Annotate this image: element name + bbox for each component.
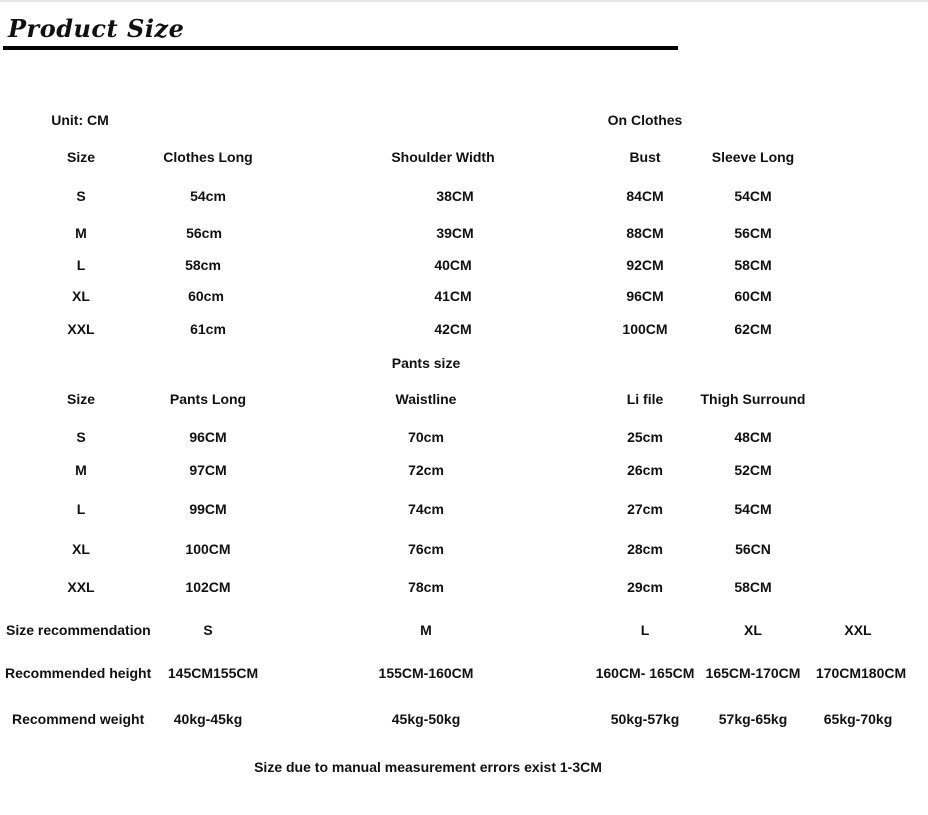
clothes-cell-shoulder-width: 38CM <box>436 188 474 204</box>
clothes-cell-size: M <box>75 225 87 241</box>
pants-cell-li-file: 29cm <box>627 579 663 595</box>
pants-header-size: Size <box>66 391 96 407</box>
pants-cell-thigh-surround: 52CM <box>734 462 772 478</box>
pants-cell-li-file: 25cm <box>627 429 663 445</box>
clothes-cell-clothes-long: 61cm <box>190 321 226 337</box>
clothes-cell-shoulder-width: 40CM <box>434 257 472 273</box>
clothes-cell-size: XXL <box>67 321 95 337</box>
pants-cell-pants-long: 99CM <box>189 501 227 517</box>
recommend-weight: 40kg-45kg <box>173 711 243 727</box>
clothes-cell-size: S <box>76 188 86 204</box>
clothes-cell-sleeve-long: 58CM <box>734 257 772 273</box>
recommend-weight-label: Recommend weight <box>12 711 145 727</box>
clothes-cell-size: XL <box>72 288 90 304</box>
clothes-cell-bust: 88CM <box>626 225 664 241</box>
recommended-size: L <box>640 622 650 638</box>
recommended-height: 170CM180CM <box>815 665 907 681</box>
pants-cell-li-file: 28cm <box>627 541 663 557</box>
size-recommendation-label: Size recommendation <box>6 622 151 638</box>
recommended-height-label: Recommended height <box>5 665 152 681</box>
clothes-header-size: Size <box>66 149 96 165</box>
pants-cell-size: L <box>76 501 86 517</box>
pants-header-waistline: Waistline <box>395 391 457 407</box>
clothes-header-shoulder-width: Shoulder Width <box>391 149 495 165</box>
clothes-cell-size: L <box>76 257 86 273</box>
recommend-weight: 50kg-57kg <box>610 711 680 727</box>
pants-cell-thigh-surround: 58CM <box>734 579 772 595</box>
pants-cell-pants-long: 100CM <box>185 541 231 557</box>
clothes-cell-bust: 100CM <box>622 321 668 337</box>
recommended-size: XL <box>744 622 762 638</box>
pants-cell-thigh-surround: 56CN <box>735 541 771 557</box>
pants-size-label: Pants size <box>391 355 461 371</box>
pants-cell-size: M <box>75 462 87 478</box>
pants-cell-waistline: 76cm <box>408 541 444 557</box>
clothes-cell-sleeve-long: 60CM <box>734 288 772 304</box>
pants-header-thigh-surround: Thigh Surround <box>700 391 806 407</box>
pants-cell-waistline: 70cm <box>408 429 444 445</box>
pants-cell-size: S <box>76 429 86 445</box>
recommended-size: S <box>203 622 213 638</box>
recommend-weight: 65kg-70kg <box>823 711 893 727</box>
pants-cell-size: XL <box>72 541 90 557</box>
clothes-header-sleeve-long: Sleeve Long <box>711 149 795 165</box>
pants-cell-waistline: 74cm <box>408 501 444 517</box>
clothes-cell-clothes-long: 60cm <box>188 288 224 304</box>
pants-cell-li-file: 27cm <box>627 501 663 517</box>
clothes-cell-clothes-long: 54cm <box>190 188 226 204</box>
recommended-size: XXL <box>844 622 872 638</box>
unit-label: Unit: CM <box>51 112 109 128</box>
recommended-height: 165CM-170CM <box>705 665 801 681</box>
pants-cell-pants-long: 97CM <box>189 462 227 478</box>
pants-cell-waistline: 72cm <box>408 462 444 478</box>
pants-cell-pants-long: 96CM <box>189 429 227 445</box>
clothes-cell-sleeve-long: 62CM <box>734 321 772 337</box>
pants-cell-pants-long: 102CM <box>185 579 231 595</box>
top-border <box>0 0 928 2</box>
clothes-cell-shoulder-width: 42CM <box>434 321 472 337</box>
pants-header-li-file: Li file <box>626 391 664 407</box>
pants-cell-li-file: 26cm <box>627 462 663 478</box>
pants-cell-waistline: 78cm <box>408 579 444 595</box>
clothes-cell-bust: 96CM <box>626 288 664 304</box>
pants-cell-thigh-surround: 54CM <box>734 501 772 517</box>
recommend-weight: 45kg-50kg <box>391 711 461 727</box>
clothes-cell-bust: 92CM <box>626 257 664 273</box>
clothes-cell-clothes-long: 56cm <box>186 225 222 241</box>
clothes-cell-sleeve-long: 56CM <box>734 225 772 241</box>
pants-cell-size: XXL <box>67 579 95 595</box>
recommend-weight: 57kg-65kg <box>718 711 788 727</box>
on-clothes-label: On Clothes <box>607 112 683 128</box>
clothes-cell-shoulder-width: 41CM <box>434 288 472 304</box>
clothes-cell-shoulder-width: 39CM <box>436 225 474 241</box>
page-title: Product Size <box>8 14 185 43</box>
pants-cell-thigh-surround: 48CM <box>734 429 772 445</box>
clothes-header-clothes-long: Clothes Long <box>163 149 253 165</box>
title-underline <box>3 46 678 50</box>
measurement-note: Size due to manual measurement errors exist 1-3CM <box>254 759 602 775</box>
recommended-height: 155CM-160CM <box>378 665 474 681</box>
clothes-cell-bust: 84CM <box>626 188 664 204</box>
recommended-size: M <box>420 622 432 638</box>
clothes-cell-sleeve-long: 54CM <box>734 188 772 204</box>
recommended-height: 160CM- 165CM <box>595 665 695 681</box>
clothes-cell-clothes-long: 58cm <box>185 257 221 273</box>
pants-header-pants-long: Pants Long <box>169 391 247 407</box>
recommended-height: 145CM155CM <box>167 665 259 681</box>
clothes-header-bust: Bust <box>629 149 661 165</box>
